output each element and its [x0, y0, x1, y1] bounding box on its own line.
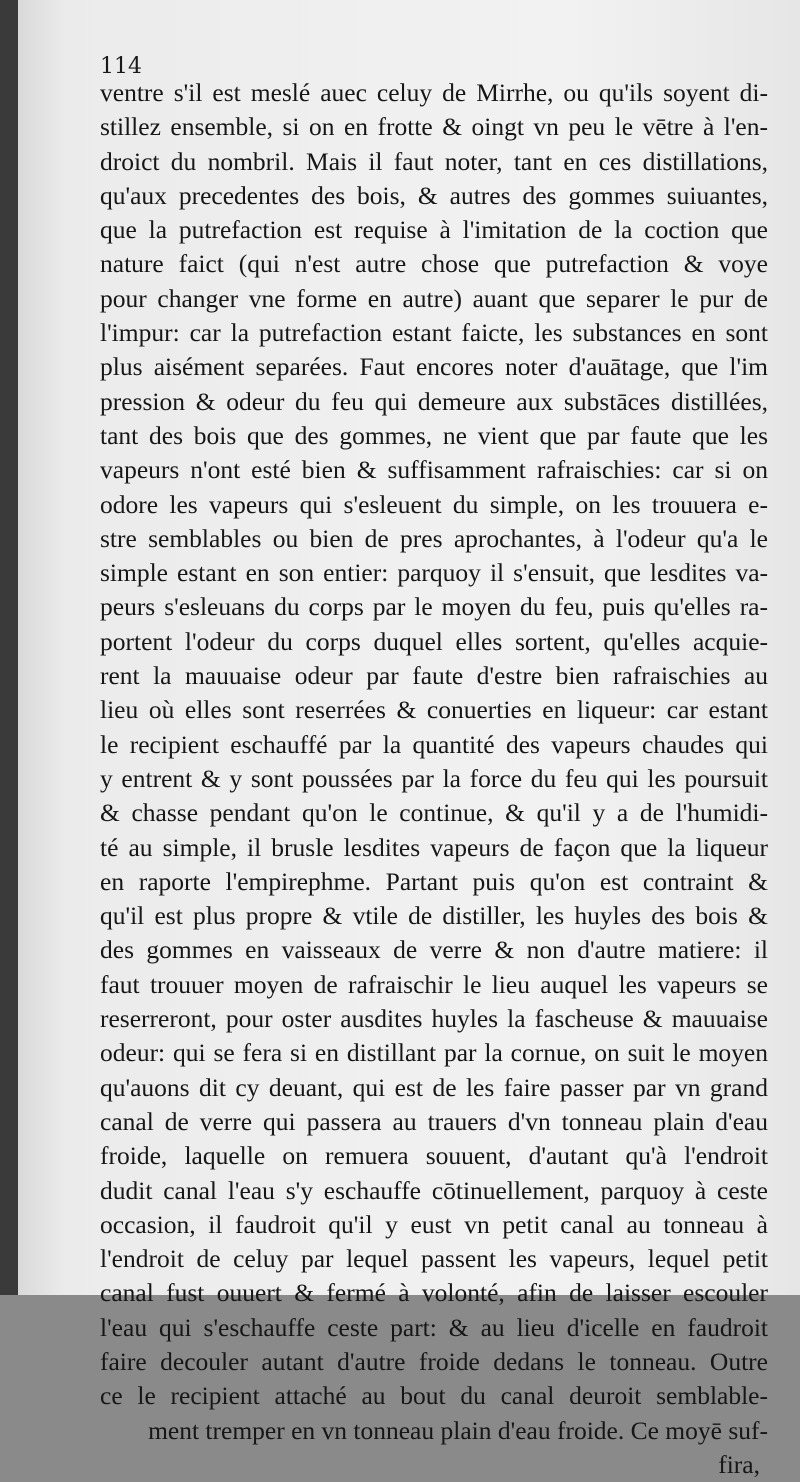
text-line: lieu où elles sont reserrées & conuerties en liqueur: car estant	[100, 695, 768, 725]
text-line: qu'aux precedentes des bois, & autres des gommes suiuantes,	[100, 180, 768, 210]
text-line: & chasse pendant qu'on le continue, & qu'il y a de l'humidi-	[100, 798, 768, 828]
text-line: y entrent & y sont poussées par la force du feu qui les poursuit	[100, 763, 768, 793]
text-line: canal fust ouuert & fermé à volonté, afin de laisser escouler	[100, 1278, 768, 1308]
text-line: té au simple, il brusle lesdites vapeurs de façon que la liqueur	[100, 832, 768, 862]
text-line: odeur: qui se fera si en distillant par la cornue, on suit le moyen	[100, 1038, 768, 1068]
catchword: fira,	[718, 1449, 760, 1479]
text-line: en raporte l'empirephme. Partant puis qu'on est contraint &	[100, 866, 768, 896]
text-line: faut trouuer moyen de rafraischir le lieu auquel les vapeurs se	[100, 969, 768, 999]
text-line: droict du nombril. Mais il faut noter, tant en ces distillations,	[100, 146, 768, 176]
text-line: l'impur: car la putrefaction estant faicte, les substances en sont	[100, 318, 768, 348]
text-line: nature faict (qui n'est autre chose que putrefaction & voye	[100, 249, 768, 279]
text-line: l'endroit de celuy par lequel passent les vapeurs, lequel petit	[100, 1244, 768, 1274]
text-line: simple estant en son entier: parquoy il s'ensuit, que lesdites va-	[100, 558, 768, 588]
text-line: dudit canal l'eau s'y eschauffe cōtinuellement, parquoy à ceste	[100, 1175, 768, 1205]
text-line: faire decouler autant d'autre froide dedans le tonneau. Outre	[100, 1346, 768, 1376]
text-line: que la putrefaction est requise à l'imitation de la coction que	[100, 215, 768, 245]
text-line: rent la mauuaise odeur par faute d'estre bien rafraischies au	[100, 661, 768, 691]
text-line: pression & odeur du feu qui demeure aux substāces distillées,	[100, 386, 768, 416]
text-line: le recipient eschauffé par la quantité des vapeurs chaudes qui	[100, 729, 768, 759]
text-line: ce le recipient attaché au bout du canal deuroit semblable-	[100, 1381, 768, 1411]
body-text	[100, 76, 768, 1482]
text-line: peurs s'esleuans du corps par le moyen du feu, puis qu'elles ra-	[100, 592, 768, 622]
text-line: reserreront, pour oster ausdites huyles la fascheuse & mauuaise	[100, 1004, 768, 1034]
text-line: odore les vapeurs qui s'esleuent du simple, on les trouuera e-	[100, 489, 768, 519]
text-line: l'eau qui s'eschauffe ceste part: & au lieu d'icelle en faudroit	[100, 1312, 768, 1342]
text-line: qu'il est plus propre & vtile de distiller, les huyles des bois &	[100, 901, 768, 931]
text-line: des gommes en vaisseaux de verre & non d'autre matiere: il	[100, 935, 768, 965]
text-line: portent l'odeur du corps duquel elles sortent, qu'elles acquie-	[100, 626, 768, 656]
text-line: plus aisément separées. Faut encores noter d'auātage, que l'im	[100, 352, 768, 382]
text-line: vapeurs n'ont esté bien & suffisamment rafraischies: car si on	[100, 455, 768, 485]
text-line: tant des bois que des gommes, ne vient que par faute que les	[100, 420, 768, 450]
text-line: stillez ensemble, si on en frotte & oingt vn peu le vētre à l'en-	[100, 112, 768, 142]
text-line: ventre s'il est meslé auec celuy de Mirrhe, ou qu'ils soyent di-	[100, 78, 768, 107]
text-line: occasion, il faudroit qu'il y eust vn petit canal au tonneau à	[100, 1209, 768, 1239]
text-line: ment tremper en vn tonneau plain d'eau froide. Ce moyē suf-	[148, 1415, 768, 1445]
page-number: 114	[100, 54, 142, 79]
text-line: qu'auons dit cy deuant, qui est de les faire passer par vn grand	[100, 1072, 768, 1102]
text-line: canal de verre qui passera au trauers d'vn tonneau plain d'eau	[100, 1106, 768, 1136]
text-line: froide, laquelle on remuera souuent, d'autant qu'à l'endroit	[100, 1141, 768, 1171]
text-line: stre semblables ou bien de pres aprochantes, à l'odeur qu'a le	[100, 523, 768, 553]
text-line: pour changer vne forme en autre) auant que separer le pur de	[100, 283, 768, 313]
